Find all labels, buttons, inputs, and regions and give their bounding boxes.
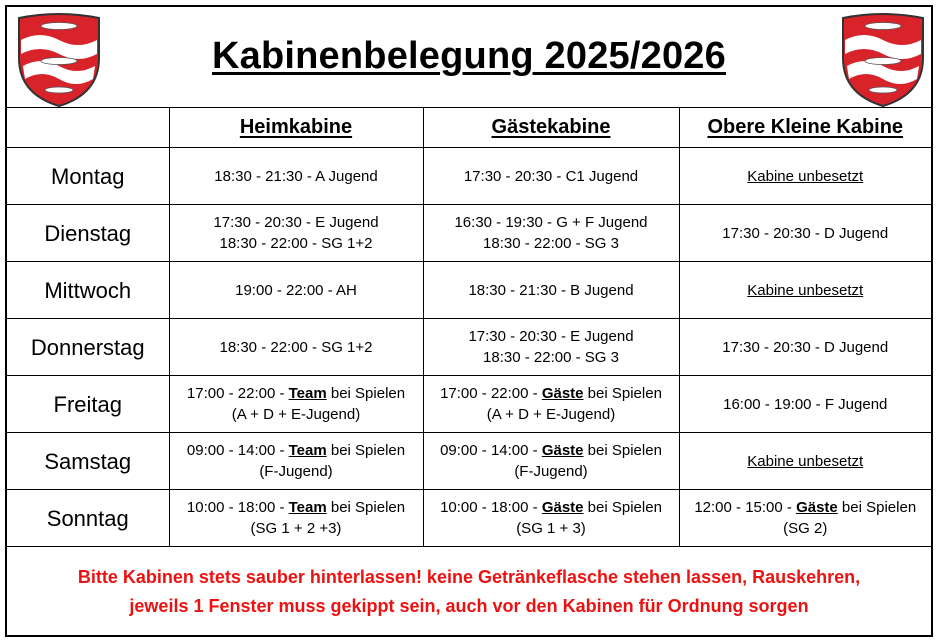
schedule-cell: [423, 205, 679, 262]
table-row: [7, 205, 931, 262]
entry-text: bei Spielen: [583, 499, 662, 516]
schedule-entry: [170, 166, 423, 187]
entry-text: (A + D + E-Jugend): [486, 406, 616, 423]
unoccupied-label: Kabine unbesetzt: [747, 452, 864, 470]
entry-text: 18:30 - 22:00 - SG 3: [483, 349, 619, 366]
schedule-cell: [679, 148, 931, 205]
entry-text: 09:00 - 14:00 -: [440, 442, 542, 459]
schedule-cell: [679, 490, 931, 547]
schedule-cell: [423, 262, 679, 319]
entry-text: (A + D + E-Jugend): [231, 406, 361, 423]
schedule-entry: [680, 497, 932, 518]
entry-text: 18:30 - 22:00 - SG 1+2: [219, 235, 373, 252]
schedule-entry: [680, 518, 932, 539]
table-row: [7, 319, 931, 376]
table-row: [7, 376, 931, 433]
party-label: Gäste: [541, 499, 584, 516]
entry-text: 18:30 - 22:00 - SG 3: [483, 235, 619, 252]
schedule-entry: [424, 233, 679, 254]
schedule-cell: [169, 433, 423, 490]
entry-text: (F-Jugend): [259, 463, 333, 480]
column-header-gaestekabine: Gästekabine: [423, 108, 679, 148]
schedule-entry: [170, 383, 423, 404]
schedule-entry: [170, 280, 423, 301]
schedule-entry: [680, 280, 932, 301]
party-label: Team: [288, 442, 327, 459]
cleanliness-notice: [7, 563, 931, 621]
entry-text: bei Spielen: [583, 442, 662, 459]
schedule-entry: [170, 212, 423, 233]
schedule-entry: [680, 166, 932, 187]
entry-text: 17:00 - 22:00 -: [186, 385, 289, 402]
party-label: Team: [288, 385, 327, 402]
schedule-table: [7, 107, 931, 547]
entry-text: 17:30 - 20:30 - E Jugend: [468, 328, 634, 345]
entry-text: bei Spielen: [326, 385, 406, 402]
schedule-cell: [423, 376, 679, 433]
day-label: Samstag: [7, 433, 169, 490]
schedule-entry: [424, 461, 679, 482]
day-label: Dienstag: [7, 205, 169, 262]
entry-text: 17:30 - 20:30 - E Jugend: [213, 214, 379, 231]
entry-text: 16:30 - 19:30 - G + F Jugend: [454, 214, 648, 231]
party-label: Gäste: [541, 385, 584, 402]
day-label: Sonntag: [7, 490, 169, 547]
entry-text: bei Spielen: [326, 499, 406, 516]
day-label: Freitag: [7, 376, 169, 433]
schedule-cell: [169, 490, 423, 547]
schedule-cell: [423, 319, 679, 376]
entry-text: (F-Jugend): [514, 463, 588, 480]
schedule-entry: [170, 497, 423, 518]
schedule-entry: [424, 326, 679, 347]
entry-text: 18:30 - 21:30 - B Jugend: [468, 281, 634, 299]
schedule-entry: [170, 404, 423, 425]
party-label: Gäste: [541, 442, 584, 459]
notice-line: Bitte Kabinen stets sauber hinterlassen! keine Getränkeflasche stehen lassen, Rauskehren,: [77, 567, 861, 587]
page-title: Kabinenbelegung 2025/2026: [212, 35, 726, 77]
table-row: [7, 490, 931, 547]
schedule-cell: [423, 148, 679, 205]
schedule-entry: [170, 440, 423, 461]
schedule-cell: [679, 433, 931, 490]
table-row: [7, 433, 931, 490]
schedule-cell: [169, 262, 423, 319]
table-header-row: [7, 108, 931, 148]
entry-text: 17:30 - 20:30 - D Jugend: [722, 338, 889, 356]
schedule-entry: [424, 166, 679, 187]
entry-text: (SG 1 + 3): [516, 520, 586, 537]
schedule-cell: [423, 433, 679, 490]
entry-text: bei Spielen: [583, 385, 662, 402]
schedule-entry: [680, 394, 932, 415]
schedule-cell: [679, 262, 931, 319]
schedule-cell: [679, 205, 931, 262]
table-row: [7, 148, 931, 205]
unoccupied-label: Kabine unbesetzt: [747, 167, 864, 185]
entry-text: (SG 1 + 2 +3): [250, 520, 342, 537]
notice-line: jeweils 1 Fenster muss gekippt sein, auch vor den Kabinen für Ordnung sorgen: [129, 596, 809, 616]
schedule-cell: [169, 376, 423, 433]
schedule-entry: [170, 518, 423, 539]
entry-text: 17:30 - 20:30 - C1 Jugend: [463, 167, 639, 185]
schedule-entry: [424, 404, 679, 425]
schedule-cell: [679, 319, 931, 376]
schedule-entry: [170, 461, 423, 482]
schedule-entry: [680, 223, 932, 244]
entry-text: bei Spielen: [837, 499, 917, 516]
schedule-cell: [423, 490, 679, 547]
schedule-entry: [680, 451, 932, 472]
schedule-entry: [424, 497, 679, 518]
day-label: Montag: [7, 148, 169, 205]
column-header-day: [7, 108, 169, 148]
schedule-entry: [424, 212, 679, 233]
entry-text: 18:30 - 22:00 - SG 1+2: [219, 338, 373, 356]
schedule-cell: [679, 376, 931, 433]
schedule-entry: [424, 518, 679, 539]
entry-text: 12:00 - 15:00 -: [694, 499, 797, 516]
entry-text: bei Spielen: [326, 442, 406, 459]
schedule-entry: [170, 337, 423, 358]
unoccupied-label: Kabine unbesetzt: [747, 281, 864, 299]
schedule-entry: [424, 280, 679, 301]
schedule-entry: [680, 337, 932, 358]
schedule-entry: [424, 383, 679, 404]
party-label: Team: [288, 499, 327, 516]
entry-text: 17:30 - 20:30 - D Jugend: [722, 224, 889, 242]
schedule-cell: [169, 205, 423, 262]
entry-text: 19:00 - 22:00 - AH: [235, 281, 357, 299]
entry-text: 10:00 - 18:00 -: [186, 499, 289, 516]
entry-text: 10:00 - 18:00 -: [440, 499, 542, 516]
day-label: Donnerstag: [7, 319, 169, 376]
schedule-cell: [169, 319, 423, 376]
schedule-entry: [424, 440, 679, 461]
entry-text: 16:00 - 19:00 - F Jugend: [723, 395, 888, 413]
table-row: [7, 262, 931, 319]
schedule-sheet: [5, 5, 933, 637]
column-header-heimkabine: Heimkabine: [169, 108, 423, 148]
day-label: Mittwoch: [7, 262, 169, 319]
schedule-entry: [170, 233, 423, 254]
schedule-entry: [424, 347, 679, 368]
party-label: Gäste: [796, 499, 838, 516]
column-header-obere-kleine-kabine: Obere Kleine Kabine: [679, 108, 931, 148]
entry-text: 09:00 - 14:00 -: [186, 442, 289, 459]
entry-text: 17:00 - 22:00 -: [440, 385, 542, 402]
entry-text: 18:30 - 21:30 - A Jugend: [214, 167, 378, 185]
schedule-cell: [169, 148, 423, 205]
entry-text: (SG 2): [783, 520, 828, 537]
